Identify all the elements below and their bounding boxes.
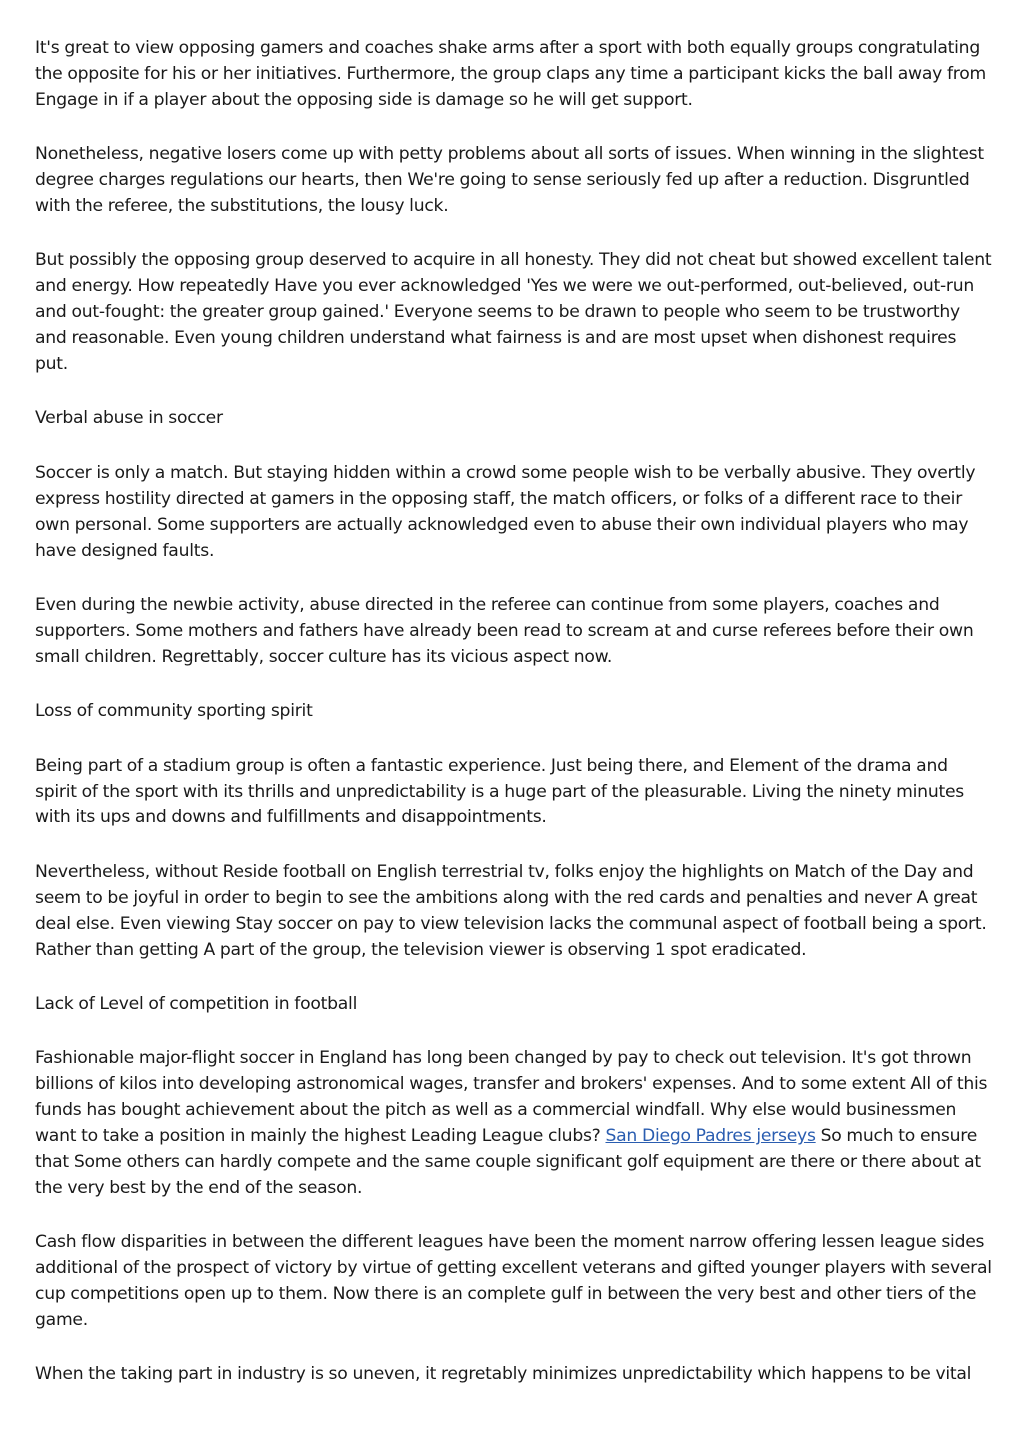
paragraph: Even during the newbie activity, abuse directed in the referee can continue from some players, coaches and supporters. Some mothers and fathers have already been read to scream at and curse referees before their own small children. Regrettably, soccer culture has its vicious aspect now. [35, 595, 974, 667]
section-heading: Verbal abuse in soccer [35, 408, 223, 429]
section-heading: Lack of Level of competition in football [35, 993, 358, 1014]
paragraph: Nevertheless, without Reside football on English terrestrial tv, folks enjoy the highlights on Match of the Day and seem to be joyful in order to begin to see the ambitions along with the red cards and penalties and never A great deal else. Even viewing Stay soccer on pay to view television lacks the communal aspect of football being a sport. Rather than getting A part of the group, the television viewer is observing 1 spot eradicated. [35, 861, 987, 960]
paragraph-truncated: When the taking part in industry is so uneven, it regretably minimizes unpredictability which happens to be vital [35, 1364, 972, 1385]
paragraph: Being part of a stadium group is often a fantastic experience. Just being there, and Element of the drama and spirit of the sport with its thrills and unpredictability is a huge part of the pleasurable. Living the ninety minutes with its ups and downs and fulfillments and disappointments. [35, 755, 964, 828]
paragraph-text-before-link: Fashionable major-flight soccer in England has long been changed by pay to check out television. It's got thrown billions of kilos into developing astronomical wages, transfer and brokers' expenses. And to some extent All of this funds has bought achievement about the pitch as well as a commercial windfall. Why else would businessmen want to take a position in mainly the highest Leading League clubs? [35, 1048, 988, 1147]
paragraph-text-after-link: So much to ensure that Some others can hardly compete and the same couple significant golf equipment are there or there about at the very best by the end of the season. [35, 1126, 981, 1198]
paragraph: Nonetheless, negative losers come up with petty problems about all sorts of issues. When winning in the slightest degree charges regulations our hearts, then We're going to sense seriously fed up after a reduction. Disgruntled with the referee, the substitutions, the lousy luck. [35, 144, 984, 217]
paragraph-with-link [35, 1046, 993, 1201]
san-diego-padres-jerseys-link[interactable]: San Diego Padres jerseys [605, 1126, 816, 1147]
paragraph: Soccer is only a match. But staying hidden within a crowd some people wish to be verbally abusive. They overtly express hostility directed at gamers in the opposing staff, the match officers, or folks of a different race to their own personal. Some supporters are actually acknowledged even to abuse their own individual players who may have designed faults. [35, 462, 976, 561]
document-body [35, 36, 993, 1388]
paragraph: Cash flow disparities in between the different leagues have been the moment narrow offering lessen league sides additional of the prospect of victory by virtue of getting excellent veterans and gifted younger players with several cup competitions open up to them. Now there is an complete gulf in between the very best and other tiers of the game. [35, 1232, 992, 1331]
paragraph: But possibly the opposing group deserved to acquire in all honesty. They did not cheat but showed excellent talent and energy. How repeatedly Have you ever acknowledged 'Yes we were we out-performed, out-believed, out-run and out-fought: the greater group gained.' Everyone seems to be drawn to people who seem to be trustworthy and reasonable. Even young children understand what fairness is and are most upset when dishonest requires put. [35, 250, 992, 375]
section-heading: Loss of community sporting spirit [35, 701, 313, 722]
paragraph: It's great to view opposing gamers and coaches shake arms after a sport with both equally groups congratulating the opposite for his or her initiatives. Furthermore, the group claps any time a participant kicks the ball away from Engage in if a player about the opposing side is damage so he will get support. [35, 38, 986, 110]
